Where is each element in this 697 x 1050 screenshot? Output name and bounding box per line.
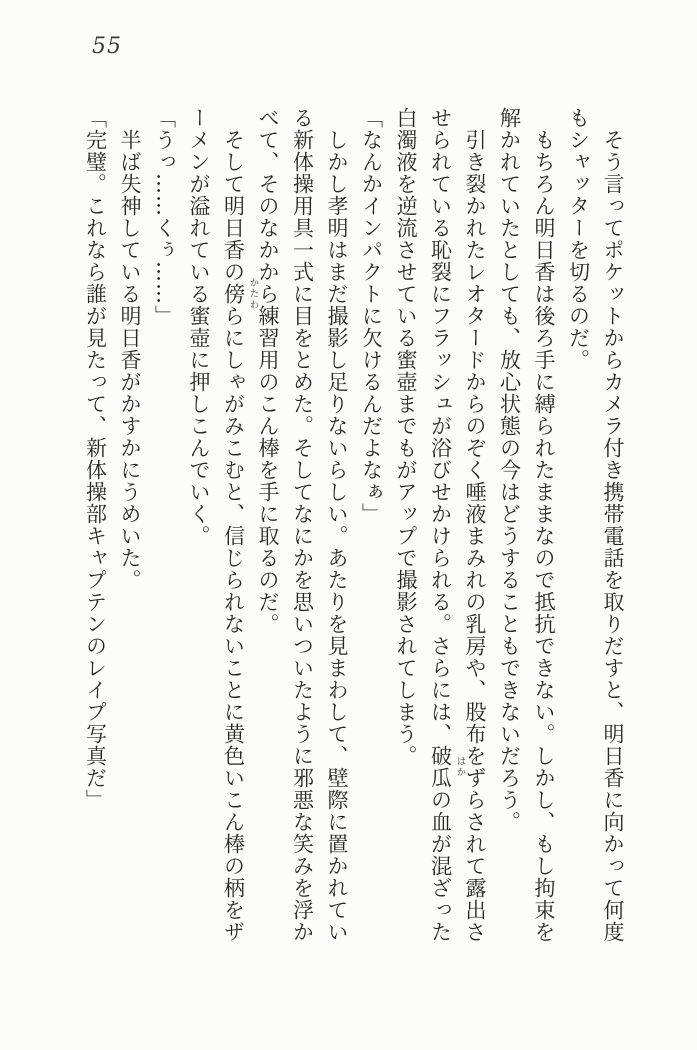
ruby-annotated-word: 破瓜 はか xyxy=(428,745,466,789)
text-block xyxy=(78,107,630,947)
furigana: はか xyxy=(454,756,466,778)
paragraph: 「なんかインパクトに欠けるんだよなぁ」 xyxy=(359,107,384,525)
paragraph: 半ば失神している明日香がかすかにうめいた。 xyxy=(118,129,142,591)
furigana: かたわ xyxy=(247,277,259,311)
paragraph: しかし孝明はまだ撮影し足りないらしい。あたりを見まわして、壁際に置かれている新体操用具一式に目をとめた。そしてなにかを思いついたように邪悪な笑みを浮かべて、そのなかから練習用のこん棒を手に取るのだ。 xyxy=(256,107,349,943)
paragraph: 「うっ……くぅ……」 xyxy=(152,107,177,327)
paragraph: そう言ってポケットからカメラ付き携帯電話を取りだすと、明日香に向かって何度もシャッターを切るのだ。 xyxy=(566,107,625,943)
paragraph: 引き裂かれたレオタードからのぞく唾液まみれの乳房や、股布をずらされて露出させられている恥裂にフラッシュが浴びせかけられる。さらには、破瓜 はか の血が混ざった白濁液を逆流させている蜜壺までもがアップで撮影されてしまう。 xyxy=(394,107,487,943)
paragraph: そして明日香の傍 かたわ らにしゃがみこむと、信じられないことに黄色いこん棒の柄をザーメンが溢れている蜜壺に押しこんでいく。 xyxy=(187,107,259,943)
paragraph: 「完璧。これなら誰が見たって、新体操部キャプテンのレイプ写真だ」 xyxy=(83,107,108,811)
paragraph: もちろん明日香は後ろ手に縛られたままなので抵抗できない。しかし、もし拘束を解かれていたとしても、放心状態の今はどうすることもできないだろう。 xyxy=(497,107,556,943)
ruby-annotated-word: 傍 かたわ xyxy=(221,277,259,311)
page-number: 55 xyxy=(92,34,122,59)
